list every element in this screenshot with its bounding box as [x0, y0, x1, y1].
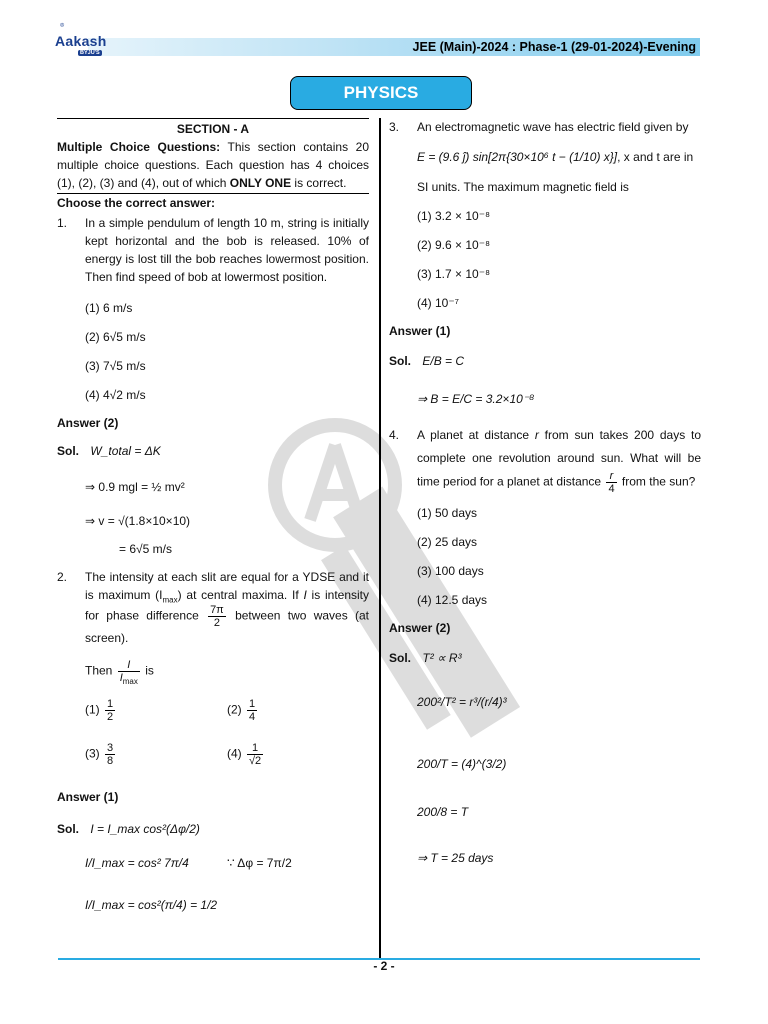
q2-sol-line-2: I/I_max = cos² 7π/4 — [85, 856, 189, 870]
q2-text-4: between two waves (at screen). — [85, 608, 369, 645]
q1-sol-line-3: ⇒ v = √(1.8×10×10) — [85, 514, 191, 528]
q2-text-1-sub: max — [162, 595, 178, 605]
option-label: (2) — [227, 702, 242, 717]
q2-text-2-italic: I — [303, 588, 307, 602]
q4-text-3: from the sun? — [621, 474, 696, 489]
question-text: In a simple pendulum of length 10 m, string is initially kept horizontal and the bob is released. 10% of energy is lost till the bob reaches lowermost position. Then find speed of bob at lowermost position. — [85, 216, 369, 284]
q3-text: An electromagnetic wave has electric field given by — [417, 120, 689, 134]
q3-sol-line-2: ⇒ B = E/C = 3.2×10⁻⁸ — [417, 392, 535, 406]
instructions-text: This section contains 20 multiple choice questions. Each question has 4 choices (1), (2), (3) and (4), out of which — [57, 140, 369, 190]
instructions-tail: is correct. — [291, 176, 347, 190]
right-column — [389, 118, 701, 867]
frac-denominator: 4 — [608, 483, 615, 495]
question-number: 4. — [389, 428, 400, 442]
q3-text-2: SI units. The maximum magnetic field is — [417, 180, 629, 194]
question-3 — [389, 118, 701, 136]
q2-option-1[interactable] — [85, 698, 117, 723]
frac-numerator: I — [118, 659, 140, 672]
instructions-lead: Multiple Choice Questions: — [57, 140, 221, 154]
frac-numerator: 1 — [247, 742, 263, 755]
frac-denominator: 2 — [213, 617, 220, 629]
q4-sol-line-5: ⇒ T = 25 days — [417, 851, 494, 865]
q4-option-1[interactable]: (1) 50 days — [417, 506, 478, 520]
option-label: (4) — [227, 746, 242, 761]
frac-denominator-sub: max — [122, 677, 138, 687]
page-number: - 2 - — [373, 959, 395, 973]
q4-sol-line-1: T² ∝ R³ — [422, 651, 462, 665]
q2-options — [57, 698, 369, 788]
q4-options — [389, 499, 701, 615]
q4-r: r — [534, 428, 539, 442]
q2-sol-line-3: I/I_max = cos²(π/4) = 1/2 — [85, 898, 218, 912]
q3-option-3[interactable]: (3) 1.7 × 10⁻⁸ — [417, 267, 491, 281]
q2-text-2: ) at central maxima. If — [177, 588, 304, 602]
q3-equation-tail: , x and t are in — [617, 150, 694, 164]
q4-sol-line-4: 200/8 = T — [417, 805, 469, 819]
option-label: (1) — [85, 702, 100, 717]
q3-option-4[interactable]: (4) 10⁻⁷ — [417, 296, 460, 310]
q4-option-3[interactable]: (3) 100 days — [417, 564, 484, 578]
q3-option-1[interactable]: (1) 3.2 × 10⁻⁸ — [417, 209, 491, 223]
instructions-only-one: ONLY ONE — [229, 176, 292, 190]
section-instructions — [57, 138, 369, 194]
subject-banner: PHYSICS — [290, 76, 472, 110]
q1-answer: Answer (2) — [57, 416, 119, 430]
column-divider — [379, 118, 381, 958]
q4-option-4[interactable]: (4) 12.5 days — [417, 593, 488, 607]
q3-solution — [389, 352, 701, 370]
q3-equation: E = (9.6 ĵ) sin[2π{30×10⁶ t − (1/10) x}] — [417, 150, 618, 164]
q4-sol-line-3: 200/T = (4)^(3/2) — [417, 757, 507, 771]
q2-answer: Answer (1) — [57, 790, 119, 804]
q2-then — [57, 659, 369, 687]
q3-sol-line-1: E/B = C — [422, 354, 465, 368]
frac-denominator: I — [119, 672, 123, 684]
frac-denominator: √2 — [249, 755, 262, 767]
question-number: 1. — [57, 216, 68, 230]
sol-label: Sol. — [57, 444, 80, 458]
then-word: Then — [85, 663, 113, 678]
question-2 — [57, 568, 369, 647]
sol-label: Sol. — [57, 822, 80, 836]
q2-text-1: The intensity at each slit are equal for a YDSE and it is maximum (I — [85, 570, 369, 602]
q4-sol-line-2: 200²/T² = r³/(r/4)³ — [417, 695, 507, 709]
q1-sol-line-2: ⇒ 0.9 mgl = ½ mv² — [85, 480, 185, 494]
sol-label: Sol. — [389, 354, 412, 368]
option-label: (3) — [85, 746, 100, 761]
frac-numerator: 7π — [210, 604, 224, 616]
choose-heading: Choose the correct answer: — [57, 196, 216, 210]
q4-distance-fraction — [606, 470, 616, 495]
q4-text-1: A planet at distance — [417, 428, 535, 442]
q2-text-3: is intensity for phase difference — [85, 588, 369, 623]
frac-numerator: r — [606, 470, 616, 483]
q2-since-note: ∵ Δφ = 7π/2 — [227, 856, 292, 870]
q3-answer: Answer (1) — [389, 324, 451, 338]
q1-options — [57, 294, 369, 410]
is-word: is — [145, 663, 154, 678]
q2-sol-row-2 — [57, 854, 369, 884]
q2-sol-line-1: I = I_max cos²(Δφ/2) — [90, 822, 200, 836]
logo-text: Aakash — [55, 33, 107, 49]
exam-title: JEE (Main)-2024 : Phase-1 (29-01-2024)-Evening — [412, 40, 696, 54]
q1-sol-line-4: = 6√5 m/s — [119, 542, 172, 556]
frac-denominator: 4 — [249, 711, 256, 723]
q1-solution — [57, 442, 369, 460]
q2-option-4[interactable] — [227, 742, 265, 767]
section-title: SECTION - A — [57, 118, 369, 138]
question-number: 2. — [57, 570, 68, 584]
q1-option-2[interactable]: (2) 6√5 m/s — [85, 330, 146, 344]
frac-denominator: 2 — [107, 711, 114, 723]
q4-option-2[interactable]: (2) 25 days — [417, 535, 478, 549]
q2-phase-fraction — [208, 604, 226, 629]
q2-option-2[interactable] — [227, 698, 259, 723]
q1-option-3[interactable]: (3) 7√5 m/s — [85, 359, 146, 373]
frac-numerator: 3 — [107, 742, 114, 754]
q2-option-3[interactable] — [85, 742, 117, 767]
q4-text-2: from sun takes 200 days to complete one revolution around sun. What will be time period for a planet at distance — [417, 428, 702, 489]
q1-option-4[interactable]: (4) 4√2 m/s — [85, 388, 146, 402]
sol-label: Sol. — [389, 651, 412, 665]
q4-solution — [389, 649, 701, 667]
q1-option-1[interactable]: (1) 6 m/s — [85, 301, 133, 315]
frac-numerator: 1 — [107, 698, 114, 710]
question-4 — [389, 424, 701, 495]
q2-solution — [57, 820, 369, 838]
q2-ratio-fraction — [118, 659, 140, 687]
q3-options — [389, 202, 701, 318]
q4-answer: Answer (2) — [389, 621, 451, 635]
logo-subtext: BYJU'S — [80, 50, 100, 56]
q3-option-2[interactable]: (2) 9.6 × 10⁻⁸ — [417, 238, 491, 252]
left-column — [57, 118, 369, 914]
q1-sol-line-1: W_total = ΔK — [90, 444, 161, 458]
frac-numerator: 1 — [249, 698, 256, 710]
frac-denominator: 8 — [107, 755, 114, 767]
question-number: 3. — [389, 120, 400, 134]
q3-equation-line — [389, 148, 701, 166]
question-1 — [57, 214, 369, 286]
